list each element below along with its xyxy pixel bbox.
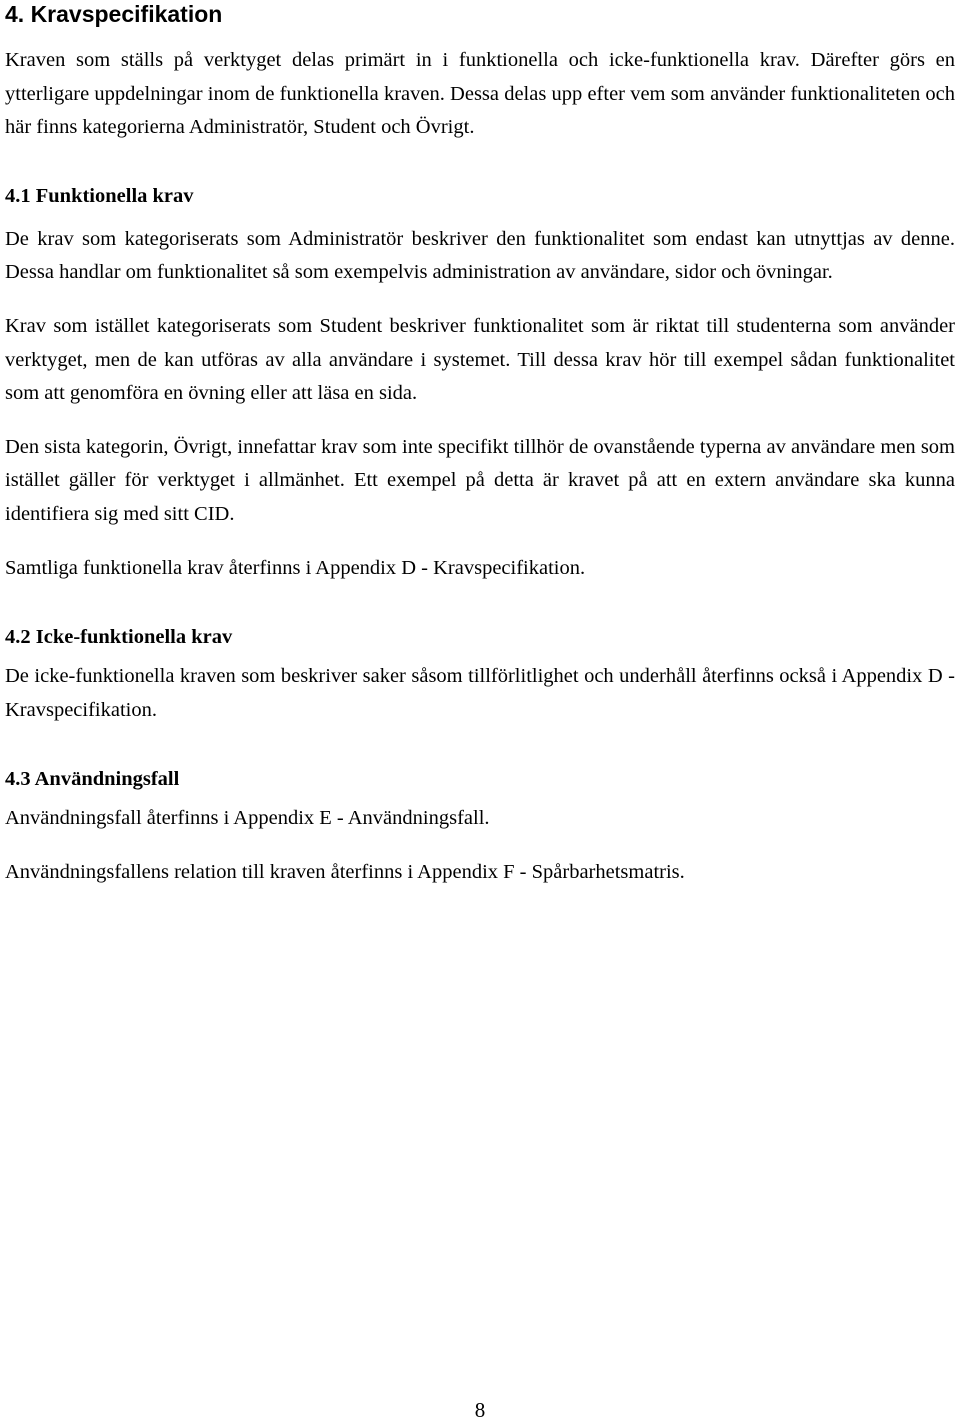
- section-4-1-paragraph-3: Den sista kategorin, Övrigt, innefattar krav som inte specifikt tillhör de ovanstående typerna av användare men som istället gäller för verktyget i allmänhet. Ett exempel på detta är kravet på att en extern användare ska kunna identifiera sig med sitt CID.: [5, 435, 955, 525]
- section-4-1-paragraph-2: Krav som istället kategoriserats som Student beskriver funktionalitet som är riktat till studenterna som använder verktyget, men de kan utföras av alla användare i systemet. Till dessa krav hör till exempel sådan funktionalitet som att genomföra en övning eller att läsa en sida.: [5, 314, 955, 405]
- section-4-1-paragraph-4: Samtliga funktionella krav återfinns i Appendix D - Kravspecifikation.: [5, 556, 586, 579]
- document-page: [5, 0, 955, 890]
- section-4-3-paragraph-1: Användningsfall återfinns i Appendix E - Användningsfall.: [5, 807, 490, 830]
- chapter-title: 4. Kravspecifikation: [5, 1, 223, 27]
- section-heading-4-1: 4.1 Funktionella krav: [5, 184, 194, 207]
- section-4-2-paragraph-1: De icke-funktionella kraven som beskriver saker såsom tillförlitlighet och underhåll återfinns också i Appendix D - Kravspecifikation.: [5, 665, 955, 721]
- section-heading-4-2: 4.2 Icke-funktionella krav: [5, 626, 233, 649]
- page-number: 8: [474, 1398, 486, 1422]
- intro-paragraph: Kraven som ställs på verktyget delas primärt in i funktionella och icke-funktionella krav. Därefter görs en ytterligare uppdelningar inom de funktionella kraven. Dessa delas upp efter vem som använder funktionaliteten och här finns kategorierna Administratör, Student och Övrigt.: [5, 49, 955, 139]
- section-4-3-paragraph-2: Användningsfallens relation till kraven återfinns i Appendix F - Spårbarhetsmatris.: [5, 860, 685, 883]
- section-heading-4-3: 4.3 Användningsfall: [5, 768, 180, 791]
- section-4-1-paragraph-1: De krav som kategoriserats som Administratör beskriver den funktionalitet som endast kan utnyttjas av denne. Dessa handlar om funktionalitet så som exempelvis administration av användare, sidor och övningar.: [5, 227, 955, 284]
